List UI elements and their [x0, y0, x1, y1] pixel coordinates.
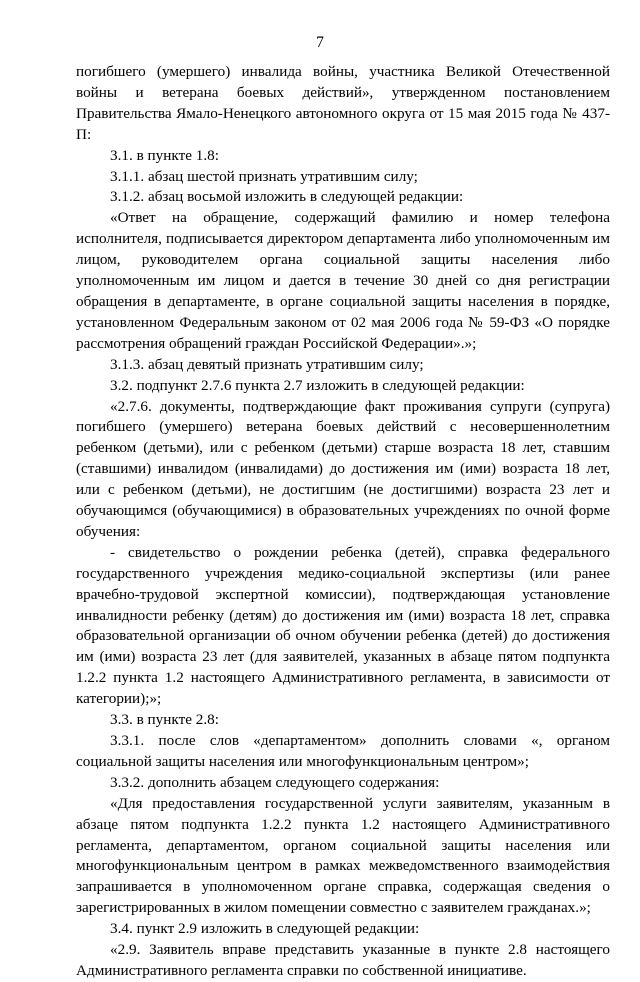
document-body — [76, 62, 610, 982]
paragraph: 3.1.3. абзац девятый признать утратившим силу; — [110, 355, 424, 373]
page-number: 7 — [316, 34, 324, 51]
paragraph: 3.3. в пункте 2.8: — [110, 711, 219, 729]
paragraph: погибшего (умершего) инвалида войны, участника Великой Отечественной войны и ветерана боевых действий», утвержденном постановлением Правительства Ямало-Ненецкого автономного округа от 15 мая 2015 года № 437-П: — [76, 63, 610, 143]
paragraph: - свидетельство о рождении ребенка (детей), справка федерального государственного учреждения медико-социальной экспертизы (или ранее врачебно-трудовой экспертной комиссии), подтверждающая установление инвалидности ребенку (детям) до достижения им (ими) возраста 18 лет, справка образовательной организации об очном обучении ребенка (детей) до достижения им (ими) возраста 23 лет (для заявителей, указанных в абзаце пятом подпункта 1.2.2 пункта 1.2 настоящего Административного регламента, в зависимости от категории);»; — [76, 543, 610, 708]
paragraph: «Ответ на обращение, содержащий фамилию и номер телефона исполнителя, подписывается директором департамента либо уполномоченным им лицом, руководителем органа социальной защиты населения либо уполномоченным им лицом и дается в течение 30 дней со дня регистрации обращения в департаменте, в органе социальной защиты населения в порядке, установленном Федеральным законом от 02 мая 2006 года № 59-ФЗ «О порядке рассмотрения обращений граждан Российской Федерации».»; — [76, 209, 610, 352]
paragraph: 3.1.2. абзац восьмой изложить в следующей редакции: — [110, 188, 464, 206]
paragraph: «Для предоставления государственной услуги заявителям, указанным в абзаце пятом подпункта 1.2.2 пункта 1.2 настоящего Административного регламента, департаментом, органом социальной защиты населения или многофункциональным центром в рамках межведомственного взаимодействия запрашивается в уполномоченном органе справка, содержащая сведения о зарегистрированных в жилом помещении совместно с заявителем гражданах.»; — [76, 794, 610, 917]
paragraph: 3.1. в пункте 1.8: — [110, 146, 219, 164]
paragraph: 3.4. пункт 2.9 изложить в следующей редакции: — [110, 920, 420, 938]
paragraph: 3.2. подпункт 2.7.6 пункта 2.7 изложить в следующей редакции: — [110, 376, 525, 394]
paragraph: 3.3.1. после слов «департаментом» дополнить словами «, органом социальной защиты населения или многофункциональным центром»; — [76, 732, 610, 770]
paragraph: «2.7.6. документы, подтверждающие факт проживания супруги (супруга) погибшего (умершего) ветерана боевых действий с несовершеннолетним ребенком (детьми), или с ребенком (детьми) старше возраста 18 лет, ставшим (ставшими) инвалидом (инвалидами) до достижения им (ими) возраста 18 лет, или с ребенком (детьми), не достигшим (не достигшими) возраста 23 лет и обучающимся (обучающимися) в образовательных учреждениях по очной форме обучения: — [76, 397, 610, 540]
paragraph: «2.9. Заявитель вправе представить указанные в пункте 2.8 настоящего Административного регламента справки по собственной инициативе. — [76, 941, 610, 979]
paragraph: 3.3.2. дополнить абзацем следующего содержания: — [110, 773, 440, 791]
paragraph: 3.1.1. абзац шестой признать утратившим силу; — [110, 167, 418, 185]
